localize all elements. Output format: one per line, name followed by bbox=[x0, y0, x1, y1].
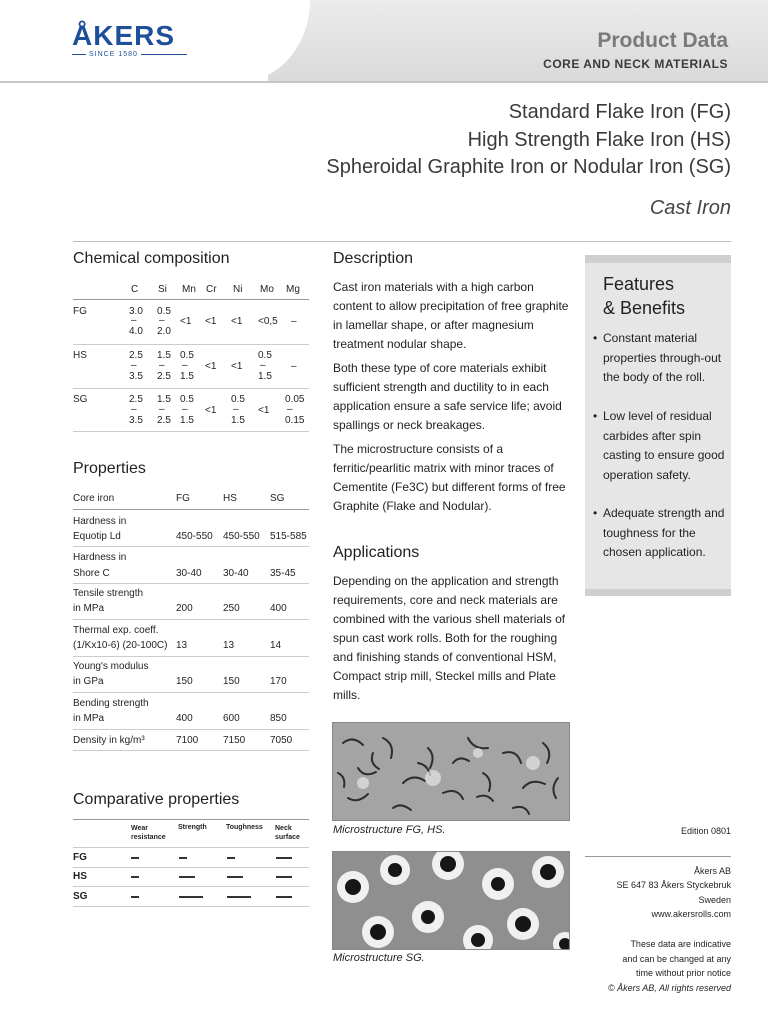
chem-rule bbox=[73, 299, 309, 300]
comp-rule bbox=[73, 867, 309, 868]
props-col-hs: HS bbox=[223, 493, 237, 504]
props-label: (1/Kx10-6) (20-100C) bbox=[73, 640, 168, 651]
title-line-1: Standard Flake Iron (FG) bbox=[508, 101, 731, 123]
chem-cell: 1.5 bbox=[180, 415, 194, 426]
product-data-title: Product Data bbox=[597, 29, 728, 52]
footer-rule bbox=[585, 856, 731, 857]
props-rule bbox=[73, 656, 309, 657]
chem-cell: 1.5 bbox=[157, 350, 171, 361]
chem-cell: 3.5 bbox=[129, 415, 143, 426]
chem-cell: 1.5 bbox=[258, 371, 272, 382]
props-cell: 13 bbox=[176, 640, 188, 651]
chem-col-mg: Mg bbox=[286, 284, 300, 295]
footer-note: and can be changed at any bbox=[622, 954, 731, 964]
props-cell: 30-40 bbox=[176, 568, 202, 579]
footer-company: Åkers AB bbox=[693, 866, 731, 876]
header-divider bbox=[0, 81, 768, 83]
props-col-fg: FG bbox=[176, 493, 190, 504]
props-cell: 250 bbox=[223, 603, 240, 614]
chem-cell: 2.5 bbox=[157, 371, 171, 382]
props-cell: 7050 bbox=[270, 735, 293, 746]
props-label: in GPa bbox=[73, 676, 104, 687]
comparative-heading: Comparative properties bbox=[73, 791, 240, 808]
comp-col-toughness: Toughness bbox=[226, 824, 263, 831]
comp-level-bar bbox=[179, 876, 195, 878]
props-label: in MPa bbox=[73, 603, 105, 614]
props-rule bbox=[73, 750, 309, 751]
title-line-2: High Strength Flake Iron (HS) bbox=[467, 129, 731, 151]
props-label: in MPa bbox=[73, 713, 105, 724]
props-cell: 400 bbox=[270, 603, 287, 614]
chem-row-name: FG bbox=[73, 306, 87, 317]
comp-level-bar bbox=[227, 857, 235, 859]
comp-rule bbox=[73, 906, 309, 907]
chem-cell: 0.5 bbox=[180, 350, 194, 361]
chem-cell: 2.5 bbox=[157, 415, 171, 426]
comp-level-bar bbox=[131, 857, 139, 859]
comp-row-name: HS bbox=[73, 871, 87, 882]
chem-dash: – bbox=[131, 360, 137, 371]
chem-cell: 0.5 bbox=[231, 394, 245, 405]
applications-heading: Applications bbox=[333, 544, 420, 561]
chem-cell: 1.5 bbox=[157, 394, 171, 405]
features-title-line: Features bbox=[603, 274, 675, 294]
chem-cell: 2.5 bbox=[129, 350, 143, 361]
chem-col-mn: Mn bbox=[182, 284, 196, 295]
chem-cell: <1 bbox=[205, 361, 217, 372]
edition-label: Edition 0801 bbox=[680, 826, 731, 836]
comp-row-name: FG bbox=[73, 852, 87, 863]
chem-cell: 0.5 bbox=[180, 394, 194, 405]
props-cell: 200 bbox=[176, 603, 193, 614]
chem-dash: – bbox=[233, 404, 239, 415]
chem-col-cr: Cr bbox=[206, 284, 217, 295]
props-cell: 450-550 bbox=[223, 531, 260, 542]
chem-col-c: C bbox=[131, 284, 139, 295]
akers-logo: ÅKERS bbox=[72, 20, 176, 51]
comp-row-name: SG bbox=[73, 891, 88, 902]
props-label: Density in kg/m³ bbox=[73, 735, 145, 746]
props-rule bbox=[73, 509, 309, 510]
chem-dash: – bbox=[159, 315, 165, 326]
logo-since: SINCE 1580 bbox=[86, 51, 141, 58]
comp-col-text: resistance bbox=[131, 834, 166, 841]
micrograph-fg-hs bbox=[332, 722, 570, 821]
feature-item: • Low level of residual carbides after spin casting to ensure good operation safety. bbox=[593, 407, 729, 485]
description-p3: The microstructure consists of a ferritic/pearlitic matrix with minor traces of Cementite (Fe3C) but different forms of free Graphite (Flake and Nodular). bbox=[333, 442, 566, 513]
chem-cell: 1.5 bbox=[231, 415, 245, 426]
props-cell: 14 bbox=[270, 640, 282, 651]
chem-cell: <1 bbox=[205, 405, 217, 416]
footer-note: These data are indicative bbox=[630, 939, 731, 949]
props-cell: 13 bbox=[223, 640, 235, 651]
comp-level-bar bbox=[179, 857, 187, 859]
micrograph-sg bbox=[332, 851, 570, 950]
chem-dash: – bbox=[182, 404, 188, 415]
props-label: Hardness in bbox=[73, 516, 127, 527]
props-cell: 400 bbox=[176, 713, 193, 724]
props-col-core-iron: Core iron bbox=[73, 493, 115, 504]
props-rule bbox=[73, 729, 309, 730]
props-label: Hardness in bbox=[73, 552, 127, 563]
features-box-top bbox=[585, 255, 731, 263]
chem-cell: 1.5 bbox=[180, 371, 194, 382]
footer-copyright: © Åkers AB, All rights reserved bbox=[607, 983, 731, 993]
comp-level-bar bbox=[276, 876, 292, 878]
props-cell: 170 bbox=[270, 676, 287, 687]
chem-cell: <1 bbox=[231, 316, 243, 327]
material-subtitle: Cast Iron bbox=[649, 197, 731, 219]
chem-dash: – bbox=[131, 404, 137, 415]
description-p2: Both these type of core materials exhibit sufficient strength and ductility to in each application ensure a safe service life; avoid spallings or neck breakages. bbox=[333, 361, 562, 432]
chem-cell: – bbox=[291, 316, 297, 327]
category-subtitle: CORE AND NECK MATERIALS bbox=[543, 57, 728, 71]
props-cell: 150 bbox=[176, 676, 193, 687]
chem-col-ni: Ni bbox=[233, 284, 243, 295]
chem-dash: – bbox=[287, 404, 293, 415]
comp-level-bar bbox=[179, 896, 203, 898]
props-label: Equotip Ld bbox=[73, 531, 121, 542]
chem-cell: <1 bbox=[205, 316, 217, 327]
comp-col-strength: Strength bbox=[178, 824, 207, 831]
chem-col-si: Si bbox=[158, 284, 167, 295]
props-cell: 7150 bbox=[223, 735, 246, 746]
chem-cell: 0.05 bbox=[285, 394, 305, 405]
props-rule bbox=[73, 546, 309, 547]
feature-text: Constant material properties through-out the body of the roll. bbox=[603, 331, 722, 384]
features-box-bottom bbox=[585, 589, 731, 596]
props-rule bbox=[73, 583, 309, 584]
chem-cell: <0,5 bbox=[258, 316, 278, 327]
comp-col-neck bbox=[275, 824, 300, 842]
props-cell: 515-585 bbox=[270, 531, 307, 542]
feature-item: • Adequate strength and toughness for the chosen application. bbox=[593, 504, 729, 563]
props-cell: 30-40 bbox=[223, 568, 249, 579]
chem-rule bbox=[73, 431, 309, 432]
chem-cell: <1 bbox=[231, 361, 243, 372]
props-cell: 600 bbox=[223, 713, 240, 724]
comp-col-wear bbox=[131, 824, 166, 842]
chem-rule bbox=[73, 344, 309, 345]
chem-cell: 0.5 bbox=[157, 306, 171, 317]
comp-rule bbox=[73, 886, 309, 887]
chem-dash: – bbox=[182, 360, 188, 371]
chem-dash: – bbox=[159, 360, 165, 371]
description-p1: Cast iron materials with a high carbon content to allow precipitation of free graphite in lamellar shape, or after magnesium treatment nodular shape. bbox=[333, 280, 569, 351]
chem-dash: – bbox=[260, 360, 266, 371]
chem-cell: 3.0 bbox=[129, 306, 143, 317]
caption-sg: Microstructure SG. bbox=[333, 952, 425, 964]
props-label: Thermal exp. coeff. bbox=[73, 625, 159, 636]
props-cell: 450-550 bbox=[176, 531, 213, 542]
chem-cell: 0.15 bbox=[285, 415, 305, 426]
footer-address: SE 647 83 Åkers Styckebruk bbox=[616, 880, 731, 890]
chem-cell: 0.5 bbox=[258, 350, 272, 361]
comp-level-bar bbox=[227, 896, 251, 898]
props-cell: 35-45 bbox=[270, 568, 296, 579]
comp-col-text: surface bbox=[275, 834, 300, 841]
comp-col-text: Neck bbox=[275, 825, 292, 832]
props-label: Bending strength bbox=[73, 698, 149, 709]
feature-text: Low level of residual carbides after spin casting to ensure good operation safety. bbox=[603, 409, 725, 482]
comp-col-text: Wear bbox=[131, 825, 148, 832]
props-label: Shore C bbox=[73, 568, 110, 579]
title-line-3: Spheroidal Graphite Iron or Nodular Iron (SG) bbox=[326, 156, 731, 178]
chem-cell: <1 bbox=[180, 316, 192, 327]
footer-website[interactable]: www.akersrolls.com bbox=[651, 909, 731, 919]
props-cell: 7100 bbox=[176, 735, 199, 746]
title-divider bbox=[73, 241, 731, 242]
chem-cell: – bbox=[291, 361, 297, 372]
comp-rule bbox=[73, 847, 309, 848]
chem-cell: 4.0 bbox=[129, 326, 143, 337]
comp-level-bar bbox=[227, 876, 243, 878]
comp-level-bar bbox=[276, 896, 292, 898]
chem-heading: Chemical composition bbox=[73, 250, 230, 267]
footer-note: time without prior notice bbox=[635, 968, 731, 978]
chem-row-name: SG bbox=[73, 394, 88, 405]
applications-p1: Depending on the application and strength requirements, core and neck materials are combined with the various shell materials of spun cast work rolls. Both for the roughing and finishing stands of conventional HSM, Compact strip mill, Steckel mills and Plate mills. bbox=[333, 574, 566, 702]
chem-row-name: HS bbox=[73, 350, 87, 361]
chem-dash: – bbox=[131, 315, 137, 326]
chem-col-mo: Mo bbox=[260, 284, 274, 295]
comp-rule bbox=[73, 819, 309, 820]
chem-cell: <1 bbox=[258, 405, 270, 416]
feature-text: Adequate strength and toughness for the chosen application. bbox=[603, 506, 725, 559]
comp-level-bar bbox=[276, 857, 292, 859]
props-rule bbox=[73, 619, 309, 620]
features-title-line: & Benefits bbox=[603, 298, 686, 318]
chem-cell: 3.5 bbox=[129, 371, 143, 382]
features-title bbox=[603, 272, 685, 320]
comp-level-bar bbox=[131, 876, 139, 878]
comp-level-bar bbox=[131, 896, 139, 898]
chem-cell: 2.0 bbox=[157, 326, 171, 337]
chem-rule bbox=[73, 388, 309, 389]
props-cell: 850 bbox=[270, 713, 287, 724]
caption-fg-hs: Microstructure FG, HS. bbox=[333, 824, 446, 836]
chem-dash: – bbox=[159, 404, 165, 415]
props-cell: 150 bbox=[223, 676, 240, 687]
footer-country: Sweden bbox=[698, 895, 731, 905]
description-heading: Description bbox=[333, 250, 414, 267]
props-col-sg: SG bbox=[270, 493, 285, 504]
properties-heading: Properties bbox=[73, 460, 146, 477]
props-label: Young's modulus bbox=[73, 661, 149, 672]
chem-cell: 2.5 bbox=[129, 394, 143, 405]
props-rule bbox=[73, 692, 309, 693]
feature-item: • Constant material properties through-out the body of the roll. bbox=[593, 329, 729, 388]
props-label: Tensile strength bbox=[73, 588, 144, 599]
